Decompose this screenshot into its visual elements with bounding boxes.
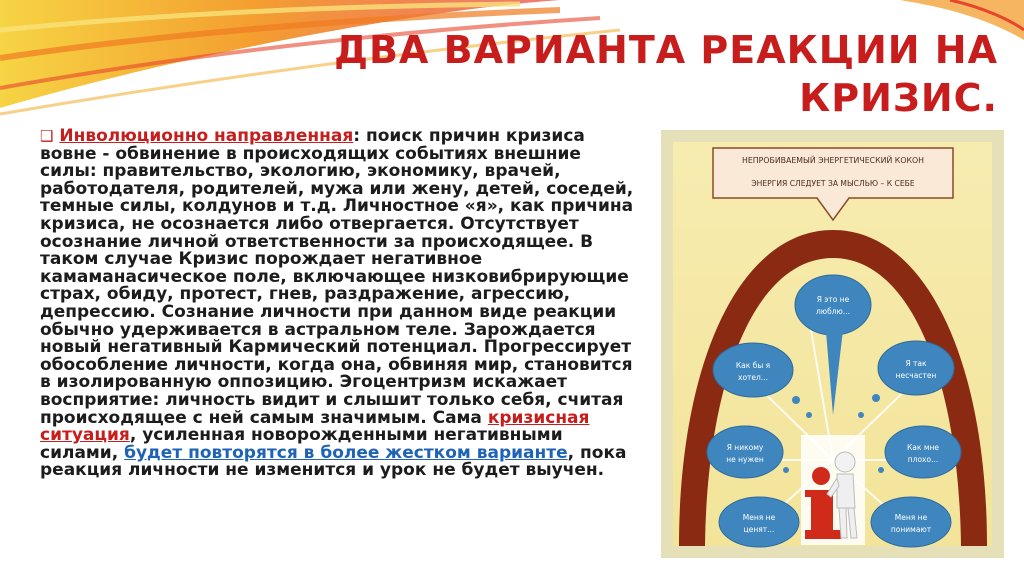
- thought-cloud-right-upper: [878, 341, 954, 395]
- thought-cloud-right-mid: [885, 426, 961, 478]
- cloud-lm-line2: не нужен: [726, 455, 764, 464]
- slide-title: [298, 26, 998, 122]
- cloud-ll-line2: ценят...: [743, 525, 775, 534]
- cloud-top-line1: Я это не: [816, 295, 850, 304]
- paragraph-part-2: , усиленная новорожденными негативными силами,: [40, 425, 563, 463]
- cloud-rl-line2: понимают: [890, 525, 932, 534]
- energy-cocoon-illustration: [661, 130, 1004, 558]
- link-crisis-situation[interactable]: кризисная ситуация: [40, 407, 590, 446]
- paragraph-part-3: , пока реакция личности не изменится и урок не будет выучен.: [40, 442, 627, 481]
- cloud-top-line2: люблю...: [816, 307, 850, 316]
- banner-top-text: НЕПРОБИВАЕМЫЙ ЭНЕРГЕТИЧЕСКИЙ КОКОН: [741, 156, 925, 165]
- cloud-lu-line2: хотел...: [738, 373, 768, 382]
- thought-cloud-left-mid: [707, 426, 783, 478]
- body-paragraph: [40, 128, 640, 480]
- thought-cloud-top: [795, 275, 871, 335]
- cloud-rm-line2: плохо...: [907, 455, 939, 464]
- banner-sub-text: ЭНЕРГИЯ СЛЕДУЕТ ЗА МЫСЛЬЮ – К СЕБЕ: [751, 179, 915, 188]
- cloud-ru-line1: Я так: [905, 359, 927, 368]
- cloud-ru-line2: несчастен: [895, 371, 937, 380]
- term-involution: Инволюционно направленная: [59, 126, 354, 146]
- title-line-1: ДВА ВАРИАНТА РЕАКЦИИ НА: [334, 28, 998, 72]
- bullet-icon: ❑: [40, 127, 54, 145]
- thought-cloud-right-low: [871, 497, 951, 547]
- cloud-rm-line1: Как мне: [906, 443, 940, 452]
- paragraph-part-1: : поиск причин кризиса вовне - обвинение в происходящих событиях внешние силы: правительство, экологию, экономику, врачей, работодателя, родителей, мужа или жену, детей, соседей, темные силы, колдунов и т.д. Личностное «я», как причина кризиса, не осознается либо отвергается. Отсутствует осознание личной ответственности за происходящее. В таком случае Кризис порождает негативное камаманасическое поле, включающее низковибрирующие страх, обиду, протест, гнев, раздражение, агрессию, депрессию. Сознание личности при данном виде реакции обычно удерживается в астральном теле. Зарождается новый негативный Кармический потенциал. Прогрессирует обособление личности, когда она, обвиняя мир, становится в изолированную оппозицию. Эгоцентризм искажает восприятие: личность видит и слышит только себя, считая происходящее с ней самым значимым. Сама: [40, 126, 634, 428]
- cloud-lm-line1: Я никому: [726, 443, 764, 452]
- cloud-rl-line1: Меня не: [894, 513, 928, 522]
- cloud-lu-line1: Как бы я: [735, 361, 771, 370]
- link-repeat-harder[interactable]: будет повторятся в более жестком варианте: [124, 442, 568, 463]
- title-line-2: КРИЗИС.: [799, 76, 998, 120]
- thought-cloud-left-low: [719, 497, 799, 547]
- cloud-ll-line1: Меня не: [742, 513, 776, 522]
- thought-cloud-left-upper: [713, 343, 793, 397]
